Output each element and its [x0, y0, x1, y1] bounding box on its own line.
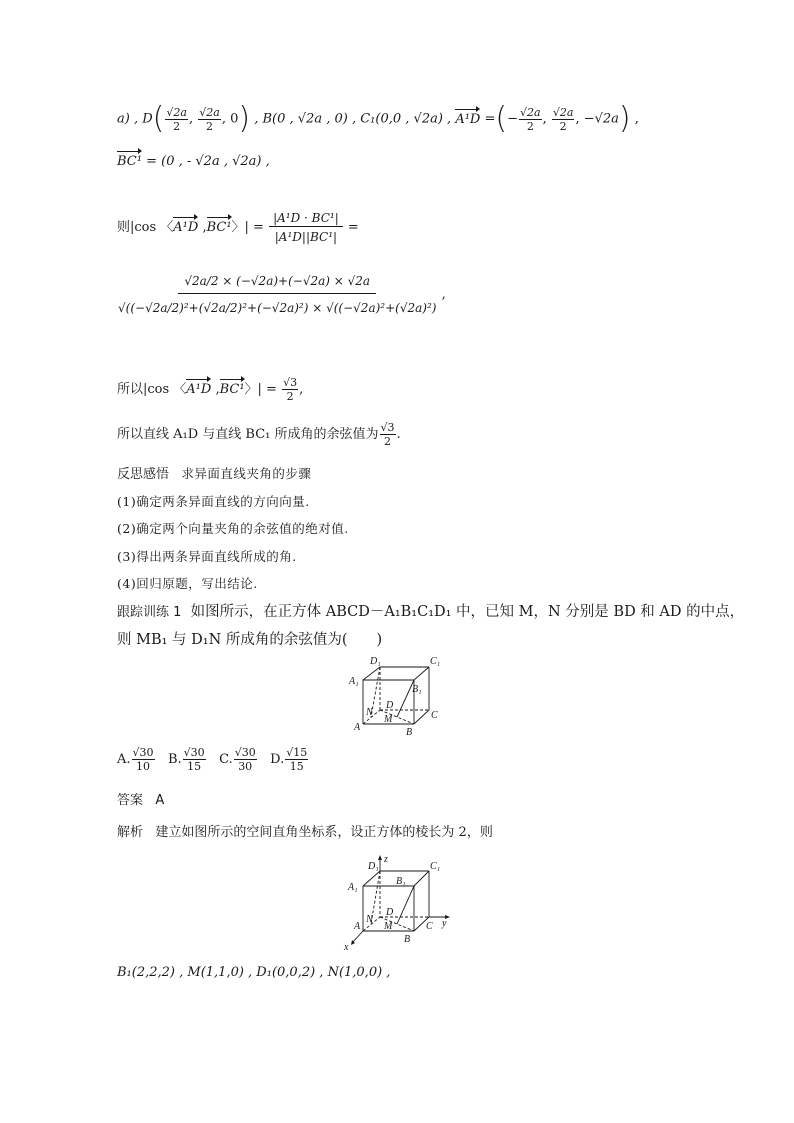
cos-formula-line: 则|cos 〈A¹D ,BC¹〉| = $\frac{\text{|A¹D · BC¹|}}{\text{|A¹D||BC¹|}}$ =	[117, 211, 359, 244]
label-M: M	[384, 921, 393, 932]
reflection-step: (4)回归原题，写出结论.	[117, 576, 258, 591]
cos-result-line: 所以|cos 〈A¹D ,BC¹〉| = $\frac{√3}{2}$ ,	[117, 376, 304, 403]
reflection-step: (2)确定两个向量夹角的余弦值的绝对值.	[117, 521, 349, 536]
answer-value: A	[155, 793, 165, 808]
option-a: A. $\frac{√30}{10}$	[117, 746, 154, 773]
cos-fraction: $\frac{\text{|A¹D · BC¹|}}{\text{|A¹D||BC¹|}}$	[269, 212, 343, 243]
analysis-label: 解析	[117, 825, 144, 840]
label-M: M	[384, 714, 393, 725]
label-N: N	[366, 707, 373, 718]
label-B: B	[406, 727, 413, 738]
answer-line	[117, 794, 164, 807]
reflection-step: (1)确定两条异面直线的方向向量.	[117, 494, 310, 509]
label-B: B	[404, 934, 411, 945]
frac: $\frac{√2a}{2}$	[166, 105, 187, 133]
big-fraction-numerator: √2a/2 × (−√2a)+(−√2a) × √2a	[178, 275, 376, 294]
reflection-step: (3)得出两条异面直线所成的角.	[117, 549, 297, 564]
label-D: D	[386, 907, 394, 918]
answer-label: 答案	[117, 793, 144, 808]
vector-BC1: BC¹	[117, 154, 142, 169]
label-A1: A₁	[349, 676, 359, 687]
coord-B: , B(0 , √2a , 0) ,	[254, 111, 357, 127]
big-fraction-denominator: √((−√2a/2)²+(√2a/2)²+(−√2a)²) × √((−√2a)²+(√2a)²)	[118, 301, 437, 315]
label-z: z	[384, 854, 388, 865]
reflection-title: 反思感悟	[117, 467, 170, 482]
option-d: D. $\frac{√15}{15}$	[270, 746, 308, 773]
label-C1: C₁	[430, 861, 441, 872]
label-N: N	[366, 914, 373, 925]
label-D1: D₁	[368, 861, 379, 872]
coord-line-1: a) , D( $\frac{√2a}{2}$ , $\frac{√2a}{2}$ , 0) , B(0 , √2a , 0) , C₁(0,0 , √2a) , A¹D =(− $\frac{√2a}{2}$ , $\frac{√2a}{2}$ , −√2a) ,	[117, 101, 639, 136]
cube-figure-2	[340, 853, 465, 953]
option-b: B. $\frac{√30}{15}$	[167, 746, 205, 773]
label-C: C	[426, 921, 433, 932]
coordinates-line: B₁(2,2,2) , M(1,1,0) , D₁(0,0,2) , N(1,0,0) ,	[117, 965, 391, 980]
label-C: C	[431, 710, 438, 721]
label-D1: D₁	[370, 656, 381, 667]
vector-A1D: A¹D	[455, 111, 481, 127]
option-c: C. $\frac{√30}{30}$	[219, 746, 256, 773]
vector-BC1-line	[117, 155, 270, 168]
big-fraction: $\frac{√2a/2 \times (-√2a)+(-√2a) \times √2a}{\text{√((−√2a/2)²+(√2a/2)²+(−√2a)²) × √((−√2a)²+(√2a)²)}}$ ,	[118, 274, 446, 315]
conclusion-line: 所以直线 A₁D 与直线 BC₁ 所成角的余弦值为 $\frac{√3}{2}$ .	[117, 421, 401, 448]
label-A1: A₁	[348, 882, 358, 893]
label-A: A	[354, 722, 361, 733]
cube-figure-1	[340, 652, 460, 742]
exercise-label: 跟踪训练 1	[117, 605, 182, 620]
label-y: y	[442, 918, 447, 929]
label-C1: C₁	[430, 656, 441, 667]
exercise-line-1: 跟踪训练 1 如图所示，在正方体 ABCD－A₁B₁C₁D₁ 中，已知 M，N 分别是 BD 和 AD 的中点，	[117, 604, 745, 620]
analysis-line: 解析 建立如图所示的空间直角坐标系，设正方体的棱长为 2，则	[117, 825, 493, 840]
label-A: A	[354, 921, 361, 932]
exercise-line-2: 则 MB₁ 与 D₁N 所成角的余弦值为( )	[117, 632, 383, 648]
reflection-subtitle: 求异面直线夹角的步骤	[181, 466, 312, 481]
reflection-heading	[117, 468, 311, 481]
options-line	[117, 747, 309, 772]
coord-C1: C₁(0,0 , √2a) ,	[360, 111, 452, 127]
frac: $\frac{√2a}{2}$	[199, 105, 220, 133]
text-a-close: a) ,	[117, 111, 139, 127]
label-x: x	[344, 942, 349, 953]
point-D: D	[142, 111, 153, 127]
label-B1: B₁	[412, 684, 422, 695]
vector-BC1-value: = (0 , - √2a , √2a) ,	[146, 154, 270, 169]
label-B1: B₁	[396, 876, 406, 887]
label-D: D	[386, 700, 394, 711]
